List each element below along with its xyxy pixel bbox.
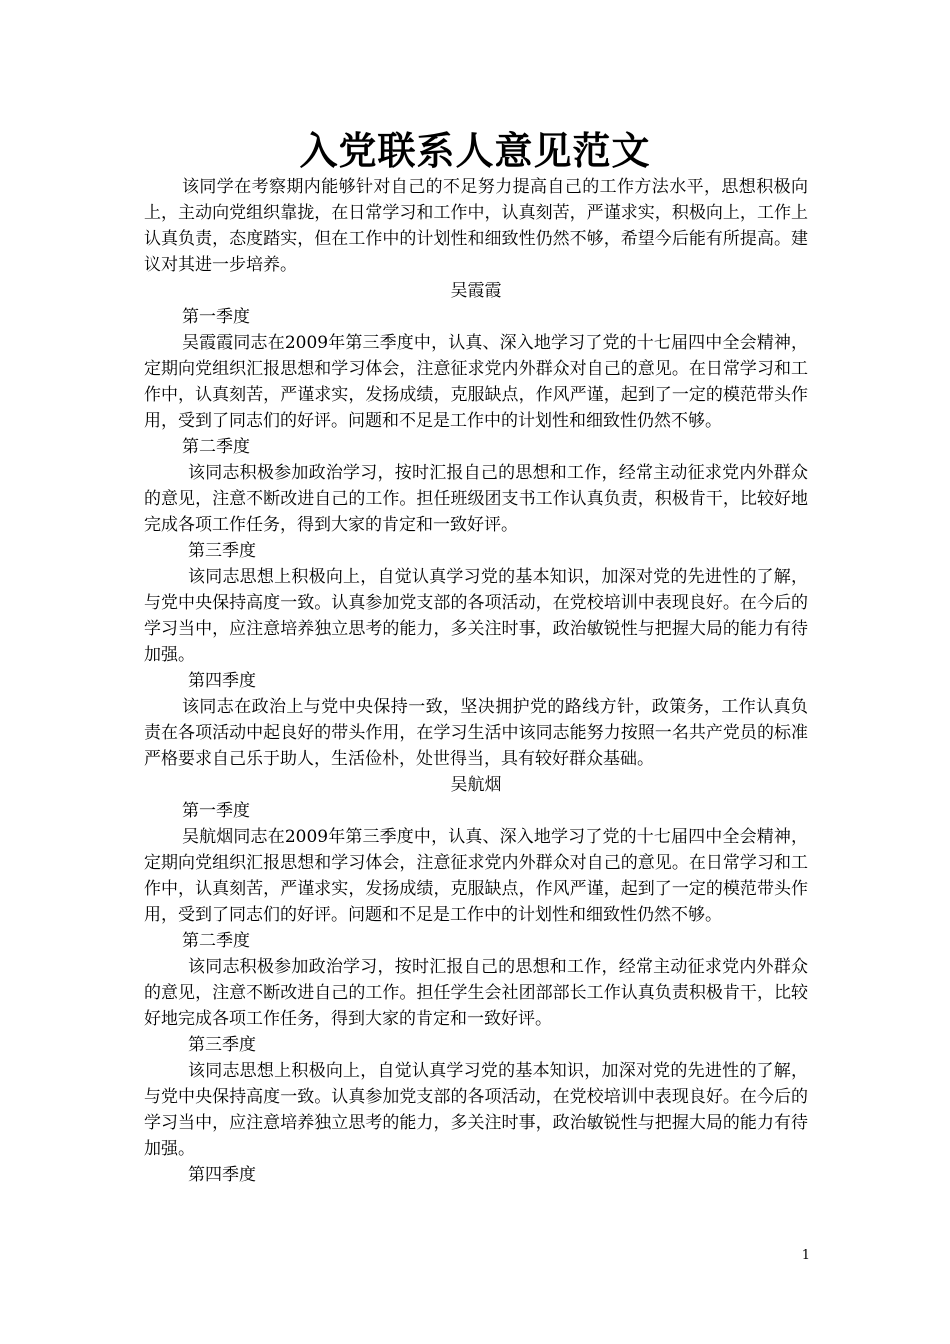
page-number: 1 <box>801 1248 810 1263</box>
quarter-heading: 第四季度 <box>188 671 256 691</box>
quarter-heading: 第一季度 <box>182 307 250 327</box>
quarter-paragraph: 吴航烟同志在2009年第三季度中，认真、深入地学习了党的十七届四中全会精神，定期向党组织汇报思想和学习体会，注意征求党内外群众对自己的意见。在日常学习和工作中，认真刻苦，严谨求实，发扬成绩，克服缺点，作风严谨，起到了一定的模范带头作用，受到了同志们的好评。问题和不足是工作中的计划性和细致性仍然不够。 <box>144 827 808 925</box>
quarter-paragraph: 该同志思想上积极向上，自觉认真学习党的基本知识，加深对党的先进性的了解，与党中央保持高度一致。认真参加党支部的各项活动，在党校培训中表现良好。在今后的学习当中，应注意培养独立思考的能力，多关注时事，政治敏锐性与把握大局的能力有待加强。 <box>144 1061 808 1159</box>
quarter-heading: 第二季度 <box>182 931 250 951</box>
quarter-paragraph: 该同志积极参加政治学习，按时汇报自己的思想和工作，经常主动征求党内外群众的意见，注意不断改进自己的工作。担任学生会社团部部长工作认真负责积极肯干，比较好地完成各项工作任务，得到大家的肯定和一致好评。 <box>144 957 808 1029</box>
quarter-heading: 第一季度 <box>182 801 250 821</box>
quarter-paragraph: 该同志思想上积极向上，自觉认真学习党的基本知识，加深对党的先进性的了解，与党中央保持高度一致。认真参加党支部的各项活动，在党校培训中表现良好。在今后的学习当中，应注意培养独立思考的能力，多关注时事，政治敏锐性与把握大局的能力有待加强。 <box>144 567 808 665</box>
quarter-heading: 第三季度 <box>188 541 256 561</box>
quarter-paragraph: 该同志在政治上与党中央保持一致，坚决拥护党的路线方针，政策务，工作认真负责在各项活动中起良好的带头作用，在学习生活中该同志能努力按照一名共产党员的标准严格要求自己乐于助人，生活俭朴，处世得当，具有较好群众基础。 <box>144 697 808 769</box>
quarter-paragraph: 该同志积极参加政治学习，按时汇报自己的思想和工作，经常主动征求党内外群众的意见，注意不断改进自己的工作。担任班级团支书工作认真负责，积极肯干，比较好地完成各项工作任务，得到大家的肯定和一致好评。 <box>144 463 808 535</box>
section-name: 吴航烟 <box>450 775 502 795</box>
quarter-paragraph: 吴霞霞同志在2009年第三季度中，认真、深入地学习了党的十七届四中全会精神，定期向党组织汇报思想和学习体会，注意征求党内外群众对自己的意见。在日常学习和工作中，认真刻苦，严谨求实，发扬成绩，克服缺点，作风严谨，起到了一定的模范带头作用，受到了同志们的好评。问题和不足是工作中的计划性和细致性仍然不够。 <box>144 333 808 431</box>
intro-paragraph: 该同学在考察期内能够针对自己的不足努力提高自己的工作方法水平，思想积极向上，主动向党组织靠拢，在日常学习和工作中，认真刻苦，严谨求实，积极向上，工作上认真负责，态度踏实，但在工作中的计划性和细致性仍然不够，希望今后能有所提高。建议对其进一步培养。 <box>144 177 808 275</box>
document-title: 入党联系人意见范文 <box>299 128 651 173</box>
section-name: 吴霞霞 <box>450 281 502 301</box>
quarter-heading: 第二季度 <box>182 437 250 457</box>
quarter-heading: 第四季度 <box>188 1165 256 1185</box>
document-body <box>144 174 808 1188</box>
quarter-heading: 第三季度 <box>188 1035 256 1055</box>
